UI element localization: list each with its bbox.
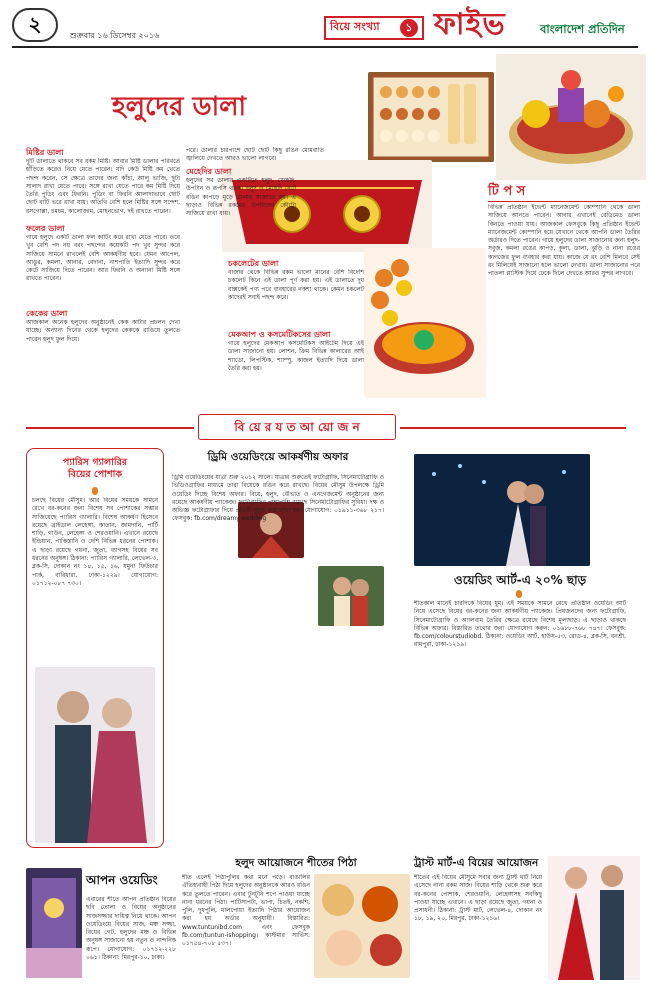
paris-ornament-icon	[92, 487, 98, 495]
section-heading-sweets: মিষ্টির ডালা	[26, 148, 64, 157]
trust-mart-title: ট্রাস্ট মার্ট-এ বিয়ের আয়োজন	[414, 857, 539, 869]
paper-name: বাংলাদেশ প্রতিদিন	[540, 22, 625, 36]
wedding-art-title: ওয়েডিং আর্ট-এ ২০% ছাড়	[453, 573, 587, 587]
section-body-fruits: গায়ে হলুদে একটি ডালা ফল কাটিং করে রাখা যেতে পারে। তবে খুব বেশি পদ নয় বরং পছন্দের কয়েকটি পদ খুব সুন্দর করে সাজিয়ে সামনে রাখলেই বেশি আকর্ষণীয় হবে। যেমন আপেল, আঙুর, কমলা, আনার, বেদানা, নাশপাতি ইত্যাদি সুন্দর করে কেটে সাজিয়ে দিতে পারেন। আর ফিরনি ও অন্যান্য মিষ্টি সঙ্গে রাখতে পারেন।	[26, 234, 180, 283]
section-number: ১	[405, 21, 413, 34]
apon-body: এবারের শীতে আপন প্রতিষ্ঠান বিয়ের ছবি তোলা ও বিয়ের অনুষ্ঠানের সাজসজ্জার দায়িত্ব নিয়ে থাকে। আপন ওয়েডিংয়ে বিয়ের সাজ, মঞ্চ সজ্জা, বিয়ের গেট, হলুদের মঞ্চ ও বিভিন্ন অনুষঙ্গ সাজানো হয় নতুন ও নান্দনিক রূপে। যোগাযোগ: ০১৭১২-২২৮ ০৬১। ঠিকানা: মিরপুর-১০, ঢাকা।	[86, 896, 176, 962]
section-heading-fruits: ফলের ডালা	[26, 224, 65, 233]
wedding-art-article	[414, 448, 626, 712]
wedding-art-body: শীতকাল মানেই চারদিকে বিয়ের ধুম। এই সময়কে সামনে রেখে প্রতিষ্ঠান ওয়েডিং আর্ট নিয়ে এসেছে বিয়ের বর-কনের জন্য আকর্ষণীয় প্যাকেজ। প্রিয়জনদের জন্য ফটোগ্রাফি, সিনেমাটোগ্রাফি ও অ্যালবাম তৈরির ক্ষেত্রে রয়েছে বিশেষ মূল্যছাড়। এ ছাড়াও থাকছে বিভিন্ন অফার। বিস্তারিত তথ্যের জন্য যোগাযোগ করুন: ০১৬৮৮-৭৬৮ ৭৪৭। ফেসবুক: fb.com/colourstudiobd. ঠিকানা: ওয়েডিং আর্ট, হাউস-৫৩, রোড-৪, ব্লক-সি, বনশ্রী, রামপুরা, ঢাকা-১২১৯।	[414, 600, 626, 649]
trust-mart-couple-illustration	[548, 856, 640, 980]
tray-illustration	[496, 54, 646, 180]
decorated-tray-photo	[496, 54, 646, 180]
section-body-mehendi: হলুদের সব ডালার একটিতে হলুদ, মেহেদি, উপটান ও রূপসি থাকে। হলুদ ও মেহেদি বেটে রঙিন কাপড়ে মুড়ে ডালায় সাজাতে হয়। এ ছাড়াও বিভিন্ন রকমের উপটানের কৌটো সাজিয়ে রাখা যায়।	[186, 177, 296, 218]
tips-box	[488, 184, 640, 396]
wedding-art-ornament-icon	[516, 590, 522, 598]
main-feature	[0, 48, 650, 400]
section-body-continued: পরে। ডালার চারপাশে ছোট ছোট কিছু রঙিন মোমবাতি জ্বালিয়ে দেখতে আরও ভালো লাগবে।	[186, 147, 324, 163]
apon-photo	[26, 868, 82, 978]
feature-col-4	[228, 258, 364, 400]
pitha-photo	[314, 874, 410, 978]
flower-tray-illustration	[364, 248, 486, 398]
paris-couple-photo	[35, 667, 155, 843]
trust-mart-article	[414, 856, 640, 980]
dreamy-title: ড্রিমি ওয়েডিংয়ে আকর্ষণীয় অফার	[207, 451, 349, 463]
tips-heading: টি প স	[488, 184, 526, 199]
paris-article	[26, 448, 164, 848]
wedding-art-photo	[414, 454, 590, 566]
section-body-chocolate: বাজার থেকে বিভিন্ন রকম ভালো মানের বেশি বিদেশি চকলেট কিনে এই ডালা পূর্ণ করা হয়। এই ডালাতে দুধ বাক্সকেই পণ্য পরে ব্যবহারের নকশা থাকে। কেমন চকলেট কাদেরই সবাই পছন্দ করে।	[228, 269, 364, 301]
stage-illustration	[26, 868, 82, 978]
night-couple-illustration	[414, 454, 590, 566]
banner-title: বি য়ে র য ত আ য়ো জ ন	[234, 420, 360, 434]
trust-mart-photo	[548, 856, 640, 980]
pitha-illustration	[314, 874, 410, 978]
feature-col-3	[186, 166, 362, 219]
section-heading-chocolate: চকলেটের ডালা	[228, 259, 279, 268]
issue-date: শুক্রবার ১৬ ডিসেম্বর ২০১৬	[70, 31, 160, 40]
paris-title-1: প্যারিস গ্যালারির	[62, 457, 128, 468]
paris-title-2: বিয়ের পোশাক	[67, 469, 123, 480]
feature-col-2-top	[186, 147, 324, 165]
pitha-body: শীত এলেই পিঠাপুলির কথা মনে পড়ে। বাঙালির ঐতিহ্যবাহী পিঠা দিয়ে হলুদের অনুষ্ঠানকে আরও রঙিন করে তুলতে পারেন। এবার টুনটুনি শপে পাওয়া যাচ্ছে নানা ধরনের পিঠা। পাটিসাপটা, ভাপা, চিতই, নকশি, পুলি, দুধপুলি, মালপোয়া ইত্যাদি পিঠার আয়োজন করা হয় অর্ডার অনুযায়ী। বিস্তারিত: www.tuntunibd.com এবং ফেসবুক fb.com/tuntun-ishopping। কাস্টমার সার্ভিস: ০১৭৫৪-৭০৮ ৫৩৭।	[182, 874, 310, 948]
section-body-makeup: গায়ে হলুদের মেকআপ কসমেটিকস আইটেম দিয়ে এই ডালা সাজানো হয়। লোশন, ক্রিম বিভিন্ন কালারের আই শ্যাডো, লিপস্টিক, শ্যাম্পু, কাজল ইত্যাদি দিয়ে ডালা তৈরি করা হয়।	[228, 340, 364, 372]
apon-title: আপন ওয়েডিং	[86, 873, 158, 887]
banner-rule-right	[400, 427, 626, 429]
tips-body: বিভিন্ন প্রতিষ্ঠান ইভেন্ট ম্যানেজমেন্ট কোম্পানি থেকে ডালা সাজিয়ে আনতে পারেন। আবার এখানেই রেডিমেড ডালা কিনতে পাওয়া যায়। আজকাল ফেসবুকে কিছু প্রতিষ্ঠান ইভেন্ট ম্যানেজমেন্ট কোম্পানি হয়ে যেখানে থেকে আপনি ডালা তৈরির অর্ডারও দিতে পারেন। গায়ে হলুদের ডালা সাজানোর জন্য হলুদ-সবুজ, কমলা রঙের কাপড়, কুলা, ডালা, ঝুড়ি ও নানা রঙের কাগজের ফুল ব্যবহার করা যায়। কাজে যে রং বেশি মিলবে সেই রং মিলিয়েই সাজানো হলে ভালো দেখায়। ডালা সাজানোর পরে পাতলা প্লাস্টিক দিয়ে ঢেকে দিলে দেখতে আরও সুন্দর লাগবে।	[488, 204, 640, 278]
page-number: ২	[28, 12, 42, 36]
flower-tray-photo	[364, 248, 486, 398]
section-heading-cake: কেকের ডালা	[26, 309, 68, 318]
couple-illustration	[35, 667, 155, 843]
supplement-name: ফাইভ	[434, 7, 506, 42]
section-label: বিয়ে সংখ্যা	[330, 20, 380, 33]
apon-article	[26, 868, 176, 980]
tips-rule	[488, 201, 640, 202]
paris-body: চলছে বিয়ের মৌসুম। আর বিয়ের সময়কে সামনে রেখে বর-কনের জন্য বিশেষ সব পোশাকের সম্ভার সাজিয়েছে প্যারিস গ্যালারি। বিশেষ আকর্ষণ হিসেবে রয়েছে ব্রাইডাল লেহেঙ্গা, কাতান, জামদানি, পার্টি শাড়ি, গাউন, লেহেঙ্গা ও শেরওয়ানি। এখানে রয়েছে ইন্ডিয়ান, পাকিস্তানি ও দেশি বিভিন্ন ধরনের পোশাক। এ ছাড়া রয়েছে গয়না, জুতা, ব্যাগসহ বিয়ের সব ধরনের অনুষঙ্গ। ঠিকানা: প্যারিস গ্যালারি, লেভেল-৩, ব্লক-সি, দোকান নং ১৪, ১৫, ১৬, যমুনা ফিউচার পার্ক, বারিধারা, ঢাকা-১২২৯। যোগাযোগ: ০১৭১২-০৮৭ ৭৩০।	[32, 497, 158, 587]
feature-col-1	[26, 147, 180, 361]
banner-rule-left	[26, 427, 194, 429]
sweets-box-photo	[368, 72, 494, 162]
sweets-box-illustration	[368, 72, 494, 162]
pitha-article	[182, 856, 410, 980]
section-heading-makeup: মেকআপ ও কসমেটিকসের ডালা	[228, 330, 331, 339]
pitha-title: হলুদ আয়োজনে শীতের পিঠা	[235, 857, 357, 869]
section-body-sweets: দুটি ডালাতে থাকবে সব রকম মিষ্টি। আবার মিষ্টি ডালার পরিবর্তে হাঁড়িতে করেও নিয়ে যেতে পারেন। যদি কেউ মিষ্টি কম খেতে পছন্দ করেন, সে ক্ষেত্রে তাদের জন্য কাঁচা, আলু ভাজি, ছুটা সালাদ রাখা যেতে পারে। সঙ্গে রাখা যেতে পারে কম মিষ্টি দিয়ে তৈরি পুডিং এবং ফিরনি। পুডিং বা ফিরনি আলাদাভাবে ছোট ছোট বাটি ভরে রাখা যায়। অতিথি বেশি হলে মিষ্টির সঙ্গে সন্দেশ, রসগোল্লা, চমচম, কালোজাম, মোহনভোগ, দই রাখতে পারেন।	[26, 158, 180, 215]
dreamy-article	[172, 448, 384, 848]
section-heading-mehendi: মেহেদির ডালা	[186, 167, 232, 176]
section-body-cake: আজকাল অনেক হলুদের অনুষ্ঠানেই কেক কাটার প্রচলন দেখা যাচ্ছে। অন্যান্য দিনের থেকে হলুদের কেককে রাঙিয়ে তুলতে পারেন হলুদ ফুল দিয়ে।	[26, 319, 180, 343]
dreamy-body: ড্রিমি ওয়েডিংয়ের যাত্রা শুরু ২০১২ সালে। যাত্রার শুরুতেই ফটোগ্রাফি, সিনেমাটোগ্রাফি ও ভিডিওগ্রাফির মাধ্যমে তারা বিয়েকে রঙিন করে রাখছে। বিয়ের মৌসুম উপলক্ষে ড্রিমি ওয়েডিং দিচ্ছে বিশেষ অফার। বিয়ে, হলুদ, বৌভাত ও এনগেজমেন্ট অনুষ্ঠানের জন্য রয়েছে আকর্ষণীয় প্যাকেজ। ফটোগ্রাফির পাশাপাশি রয়েছে সিনেমাটোগ্রাফির সুবিধা। দক্ষ ও অভিজ্ঞ ফটোগ্রাফার দিয়ে প্রতিটি মুহূর্ত ধরে রাখা হয়। যোগাযোগ: ০১৯১১-৩৬৮ ২১৭। ফেসবুক: fb.com/dreamy.wedding	[172, 474, 384, 523]
feature-title: হলুদের ডালা	[112, 92, 247, 122]
header	[0, 0, 650, 48]
trust-mart-body: শীতের এই বিয়ের মৌসুমে সবার জন্য ট্রাস্ট মার্ট নিয়ে এসেছে নানা রকম সাজ। বিয়ের শাড়ি থেকে শুরু করে বর-কনের পোশাক, শেরওয়ানি, লেহেঙ্গাসহ সবকিছু পাওয়া যাচ্ছে এখানে। এ ছাড়া রয়েছে জুতা, গয়না ও প্রসাধনী। ঠিকানা: ট্রাস্ট মার্ট, লেভেল-৪, দোকান নং ১৮, ১৯, ২০, মিরপুর, ঢাকা-১২১৬।	[414, 874, 542, 923]
